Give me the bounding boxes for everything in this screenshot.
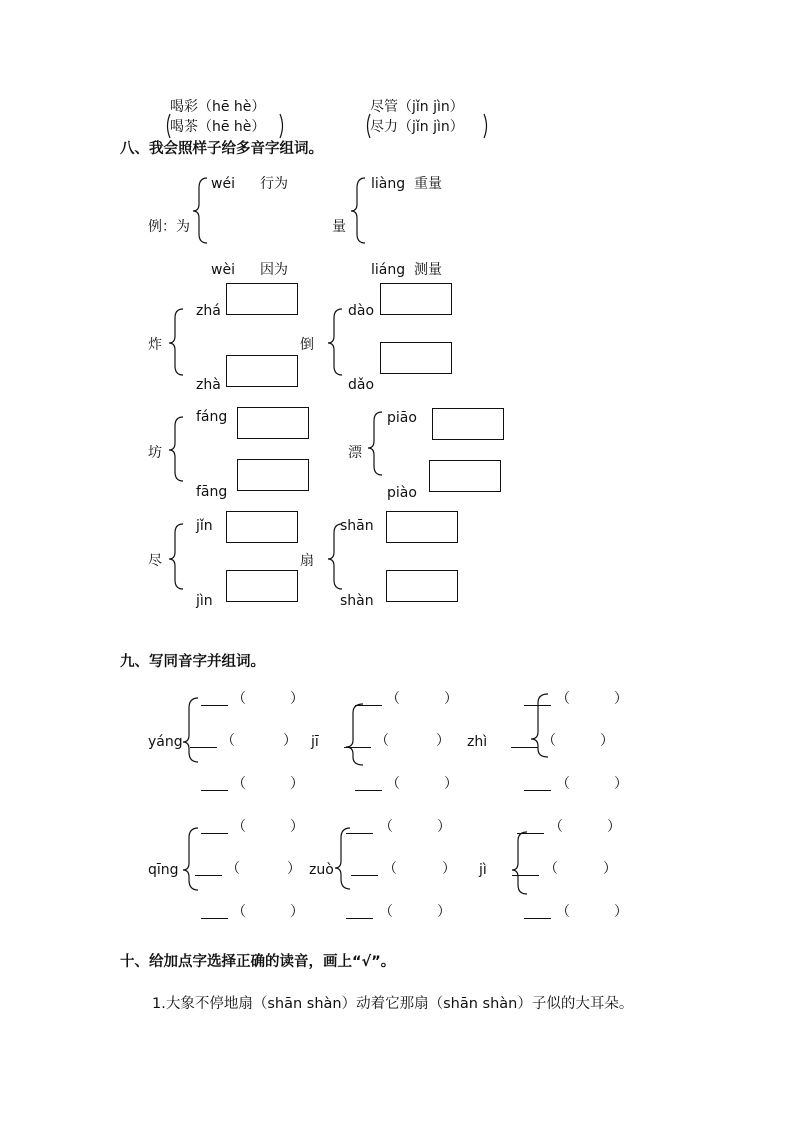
py-zha-2: zhà <box>196 377 221 393</box>
answer-box-shan-2[interactable] <box>386 570 458 602</box>
paren-ji1-3-close: ） <box>444 776 458 792</box>
paren-yang-2-close: ） <box>283 733 297 749</box>
brace-jin <box>169 524 183 589</box>
paren-ji4-1-close: ） <box>607 819 621 835</box>
paren-zuo-2-open: （ <box>383 861 397 877</box>
brace-zha <box>169 309 183 375</box>
paren-ji4-2-close: ） <box>603 861 617 877</box>
brace-yang <box>183 698 198 762</box>
py-dao-2: dǎo <box>348 377 375 393</box>
brace-ex-liang <box>351 178 365 243</box>
example-py-2: wèi <box>211 262 235 278</box>
py-jin-2: jìn <box>196 593 213 609</box>
answer-box-fang-1[interactable] <box>237 407 309 439</box>
paren-yang-3-open: （ <box>232 776 246 792</box>
char-dao: 倒 <box>300 337 314 353</box>
example-word-1: 行为 <box>260 176 288 192</box>
blank-ji4-1[interactable] <box>517 833 544 834</box>
brace-qing <box>183 828 198 890</box>
paren-zhi-1-open: （ <box>556 691 570 707</box>
answer-box-piao-2[interactable] <box>429 460 501 492</box>
brace-dao <box>328 309 342 375</box>
brace-fang <box>169 417 183 481</box>
paren-qing-2-open: （ <box>226 861 240 877</box>
paren-qing-1-close: ） <box>290 819 304 835</box>
py-dao-1: dào <box>348 303 375 319</box>
char-zha: 炸 <box>148 337 162 353</box>
answer-box-dao-1[interactable] <box>380 283 452 315</box>
paren-ji1-2-close: ） <box>436 733 450 749</box>
char-shan: 扇 <box>300 553 314 569</box>
section9-title: 九、写同音字并组词。 <box>120 654 265 670</box>
paren-qing-2-close: ） <box>287 861 301 877</box>
paren-ji4-3-open: （ <box>556 904 570 920</box>
brace-piao <box>368 412 382 475</box>
py-fang-1: fáng <box>196 409 228 425</box>
py-ji1: jī <box>311 734 319 750</box>
py-shan-1: shān <box>340 518 374 534</box>
blank-ji4-3[interactable] <box>524 918 551 919</box>
paren-yang-3-close: ） <box>290 776 304 792</box>
py-piao-2: piào <box>387 485 417 501</box>
blank-zhi-3[interactable] <box>524 790 551 791</box>
brace-ex-wei <box>193 178 207 243</box>
paren-zuo-2-close: ） <box>442 861 456 877</box>
top-row1-right: 尽管（jǐn jìn） <box>370 99 464 115</box>
answer-box-piao-1[interactable] <box>432 408 504 440</box>
char-fang: 坊 <box>148 445 162 461</box>
paren-ji4-2-open: （ <box>544 861 558 877</box>
py-yang: yáng <box>148 734 183 750</box>
blank-ji1-1[interactable] <box>355 705 382 706</box>
example-word-2: 因为 <box>260 262 288 278</box>
paren-yang-1-open: （ <box>232 691 246 707</box>
char-jin: 尽 <box>148 553 162 569</box>
blank-qing-1[interactable] <box>201 833 228 834</box>
top-row1-left: 喝彩（hē hè） <box>170 99 266 115</box>
paren-zhi-3-open: （ <box>556 776 570 792</box>
answer-box-shan-1[interactable] <box>386 511 458 543</box>
blank-yang-2[interactable] <box>190 747 217 748</box>
paren-qing-3-close: ） <box>290 904 304 920</box>
py-shan-2: shàn <box>340 593 374 609</box>
top-row2-left: 喝茶（hē hè） <box>170 119 266 135</box>
py-zha-1: zhá <box>196 303 221 319</box>
blank-zuo-1[interactable] <box>346 833 373 834</box>
example-py-4: liáng <box>371 262 406 278</box>
section10-title: 十、给加点字选择正确的读音，画上“√”。 <box>120 954 396 970</box>
blank-ji1-2[interactable] <box>344 747 371 748</box>
paren-zuo-1-open: （ <box>379 819 393 835</box>
blank-zuo-3[interactable] <box>346 918 373 919</box>
blank-yang-1[interactable] <box>201 705 228 706</box>
paren-yang-2-open: （ <box>221 733 235 749</box>
paren-zhi-3-close: ） <box>614 776 628 792</box>
blank-ji1-3[interactable] <box>355 790 382 791</box>
py-ji4: jì <box>479 862 487 878</box>
example-word-4: 测量 <box>414 262 442 278</box>
py-qing: qīng <box>148 862 179 878</box>
section8-title: 八、我会照样子给多音字组词。 <box>120 141 323 157</box>
paren-zuo-3-open: （ <box>379 904 393 920</box>
blank-ji4-2[interactable] <box>512 875 539 876</box>
paren-qing-1-open: （ <box>232 819 246 835</box>
paren-ji1-3-open: （ <box>386 776 400 792</box>
answer-box-jin-2[interactable] <box>226 570 298 602</box>
top-row2-right: 尽力（jǐn jìn） <box>370 119 464 135</box>
blank-zhi-2[interactable] <box>511 747 538 748</box>
example-py-3: liàng <box>371 176 406 192</box>
brace-ji1 <box>346 704 363 765</box>
blank-zuo-2[interactable] <box>351 875 378 876</box>
py-piao-1: piāo <box>387 410 417 426</box>
answer-box-jin-1[interactable] <box>226 511 298 543</box>
paren-yang-1-close: ） <box>290 691 304 707</box>
brace-ji4 <box>512 832 527 894</box>
example-word-3: 重量 <box>414 176 442 192</box>
paren-zuo-1-close: ） <box>437 819 451 835</box>
paren-ji4-3-close: ） <box>614 904 628 920</box>
example-char-2: 量 <box>332 219 346 235</box>
paren-ji1-1-open: （ <box>386 691 400 707</box>
paren-zhi-2-open: （ <box>542 733 556 749</box>
blank-qing-3[interactable] <box>201 918 228 919</box>
paren-qing-3-open: （ <box>232 904 246 920</box>
py-zuo: zuò <box>309 862 334 878</box>
paren-ji4-1-open: （ <box>549 819 563 835</box>
py-zhi: zhì <box>467 734 488 750</box>
example-py-1: wéi <box>211 176 235 192</box>
py-jin-1: jǐn <box>196 518 213 534</box>
paren-zhi-1-close: ） <box>614 691 628 707</box>
answer-box-fang-2[interactable] <box>237 459 309 491</box>
char-piao: 漂 <box>348 445 362 461</box>
blank-zhi-1[interactable] <box>524 705 551 706</box>
example-label: 例：为 <box>148 219 190 235</box>
answer-box-dao-2[interactable] <box>380 342 452 374</box>
blank-qing-2[interactable] <box>195 875 222 876</box>
top-left-close-bracket <box>280 114 283 138</box>
paren-zuo-3-close: ） <box>437 904 451 920</box>
question-1: 1.大象不停地扇（shān shàn）动着它那扇（shān shàn）子似的大耳朵。 <box>152 996 634 1012</box>
top-right-close-bracket <box>484 114 487 138</box>
answer-box-zha-1[interactable] <box>226 283 298 315</box>
blank-yang-3[interactable] <box>201 790 228 791</box>
py-fang-2: fāng <box>196 484 228 500</box>
brace-zuo <box>335 828 350 889</box>
paren-zhi-2-close: ） <box>600 733 614 749</box>
paren-ji1-1-close: ） <box>444 691 458 707</box>
paren-ji1-2-open: （ <box>375 733 389 749</box>
answer-box-zha-2[interactable] <box>226 355 298 387</box>
